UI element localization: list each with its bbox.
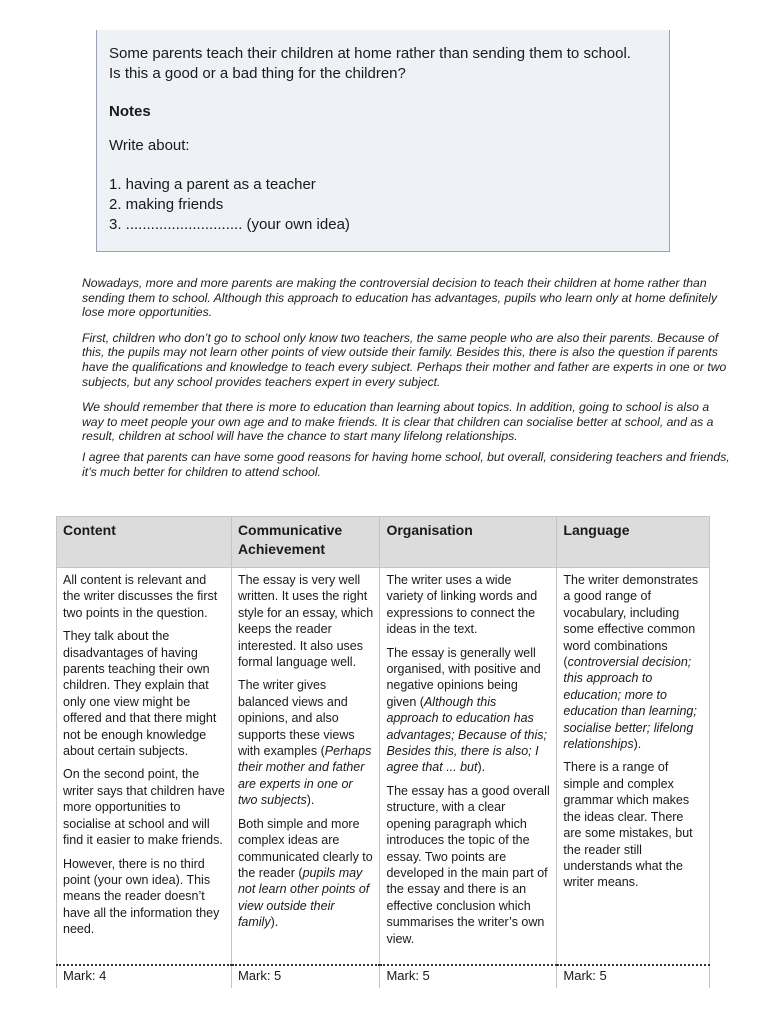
cell-example: Although this approach to education has advantages; Because of this; Besides this, there is also; I agree that ... but	[386, 694, 547, 775]
cell-text: The writer gives balanced views and opinions, and also supports these views with examples (	[237, 678, 355, 759]
task-question-line1: Some parents teach their children at home rather than sending them to school.	[109, 45, 631, 62]
cell-paragraph: However, there is no third point (your own idea). This means the reader doesn’t have all the information they need.	[63, 856, 220, 937]
mark-organisation: Mark: 5	[380, 965, 557, 988]
sample-essay	[82, 276, 730, 490]
cell-paragraph: The essay is very well written. It uses the right style for an essay, which keeps the reader interested. It also uses formal language well.	[237, 573, 374, 670]
cell-example: controversial decision; this approach to education; more to education than learning; socialise better; lifelong relationships	[563, 655, 697, 752]
table-row	[57, 568, 710, 966]
essay-paragraph: I agree that parents can have some good reasons for having home school, but overall, considering teachers and friends, it’s much better for children to attend school.	[82, 449, 730, 479]
mark-language: Mark: 5	[557, 965, 710, 988]
note-item: 3. ............................ (your own idea)	[109, 216, 350, 233]
cell-paragraph: They talk about the disadvantages of having parents teaching their own children. They explain that only one view might be offered and that there might not be enough knowledge about certain subjects.	[63, 629, 217, 759]
essay-paragraph: We should remember that there is more to education than learning about topics. In addition, going to school is also a way to meet people your own age and to make friends. It is clear that children can socialise better at school, and as a result, children at school will have the chance to start many lifelong relationships.	[82, 400, 714, 444]
notes-list	[109, 175, 657, 235]
notes-intro: Write about:	[109, 137, 190, 154]
cell-text: ).	[270, 915, 279, 930]
table-header-row	[57, 517, 710, 568]
cell-paragraph: There is a range of simple and complex grammar which makes the ideas clear. There are some mistakes, but the reader still understands what the writer means.	[563, 760, 693, 890]
mark-communicative: Mark: 5	[231, 965, 380, 988]
task-box	[96, 30, 670, 252]
mark-content: Mark: 4	[57, 965, 232, 988]
content-cell	[57, 568, 232, 966]
cell-paragraph: On the second point, the writer says that children have more opportunities to socialise at school and will find it easier to make friends.	[63, 767, 225, 848]
cell-paragraph	[386, 645, 550, 776]
cell-paragraph: All content is relevant and the writer discusses the first two points in the question.	[63, 573, 218, 620]
cell-paragraph	[238, 677, 374, 808]
header-content: Content	[57, 517, 232, 568]
cell-text: Both simple and more complex ideas are communicated clearly to the reader (	[237, 816, 373, 880]
cell-text: ).	[477, 760, 486, 775]
organisation-cell	[380, 568, 557, 966]
mark-row	[57, 965, 710, 988]
header-communicative-achievement: Communicative Achievement	[231, 517, 380, 568]
language-cell	[557, 568, 710, 966]
cell-example: pupils may not learn other points of view outside their family	[237, 865, 370, 930]
essay-paragraph: Nowadays, more and more parents are making the controversial decision to teach their children at home rather than sending them to school. Although this approach to education has advantages, pupils who learn only at home definitely lose more opportunities.	[82, 276, 718, 320]
cell-text: The writer demonstrates a good range of vocabulary, including some effective common word combinations (	[563, 573, 699, 670]
assessment-table	[56, 516, 710, 988]
cell-paragraph: The essay has a good overall structure, with a clear opening paragraph which introduces the topic of the essay. Two points are developed in the main part of the essay and there is an effective conclusion which summarises the writer’s own view.	[386, 783, 550, 946]
note-item: 1. having a parent as a teacher	[109, 176, 316, 193]
cell-example: Perhaps their mother and father are experts in one or two subjects	[237, 744, 372, 808]
cell-text: The essay is generally well organised, with positive and negative opinions being given (	[386, 645, 541, 709]
communicative-cell	[231, 568, 380, 966]
notes-title: Notes	[109, 103, 151, 120]
cell-text: ).	[633, 737, 642, 752]
cell-paragraph	[563, 572, 703, 752]
note-item: 2. making friends	[109, 196, 224, 213]
essay-paragraph: First, children who don’t go to school only know two teachers, the same people who are also their parents. Because of this, the pupils may not learn other points of view outside their family. Besides this, there is also the question if parents have the qualifications and knowledge to teach every subject. Perhaps their mother and father are experts in one or two subjects, but any school provides teachers expert in every subject.	[82, 330, 727, 389]
task-question-line2: Is this a good or a bad thing for the children?	[109, 65, 406, 82]
cell-text: ).	[306, 793, 315, 808]
cell-paragraph	[238, 816, 374, 931]
header-language: Language	[557, 517, 710, 568]
cell-paragraph: The writer uses a wide variety of linking words and expressions to connect the ideas in the text.	[386, 573, 538, 637]
header-organisation: Organisation	[380, 517, 557, 568]
